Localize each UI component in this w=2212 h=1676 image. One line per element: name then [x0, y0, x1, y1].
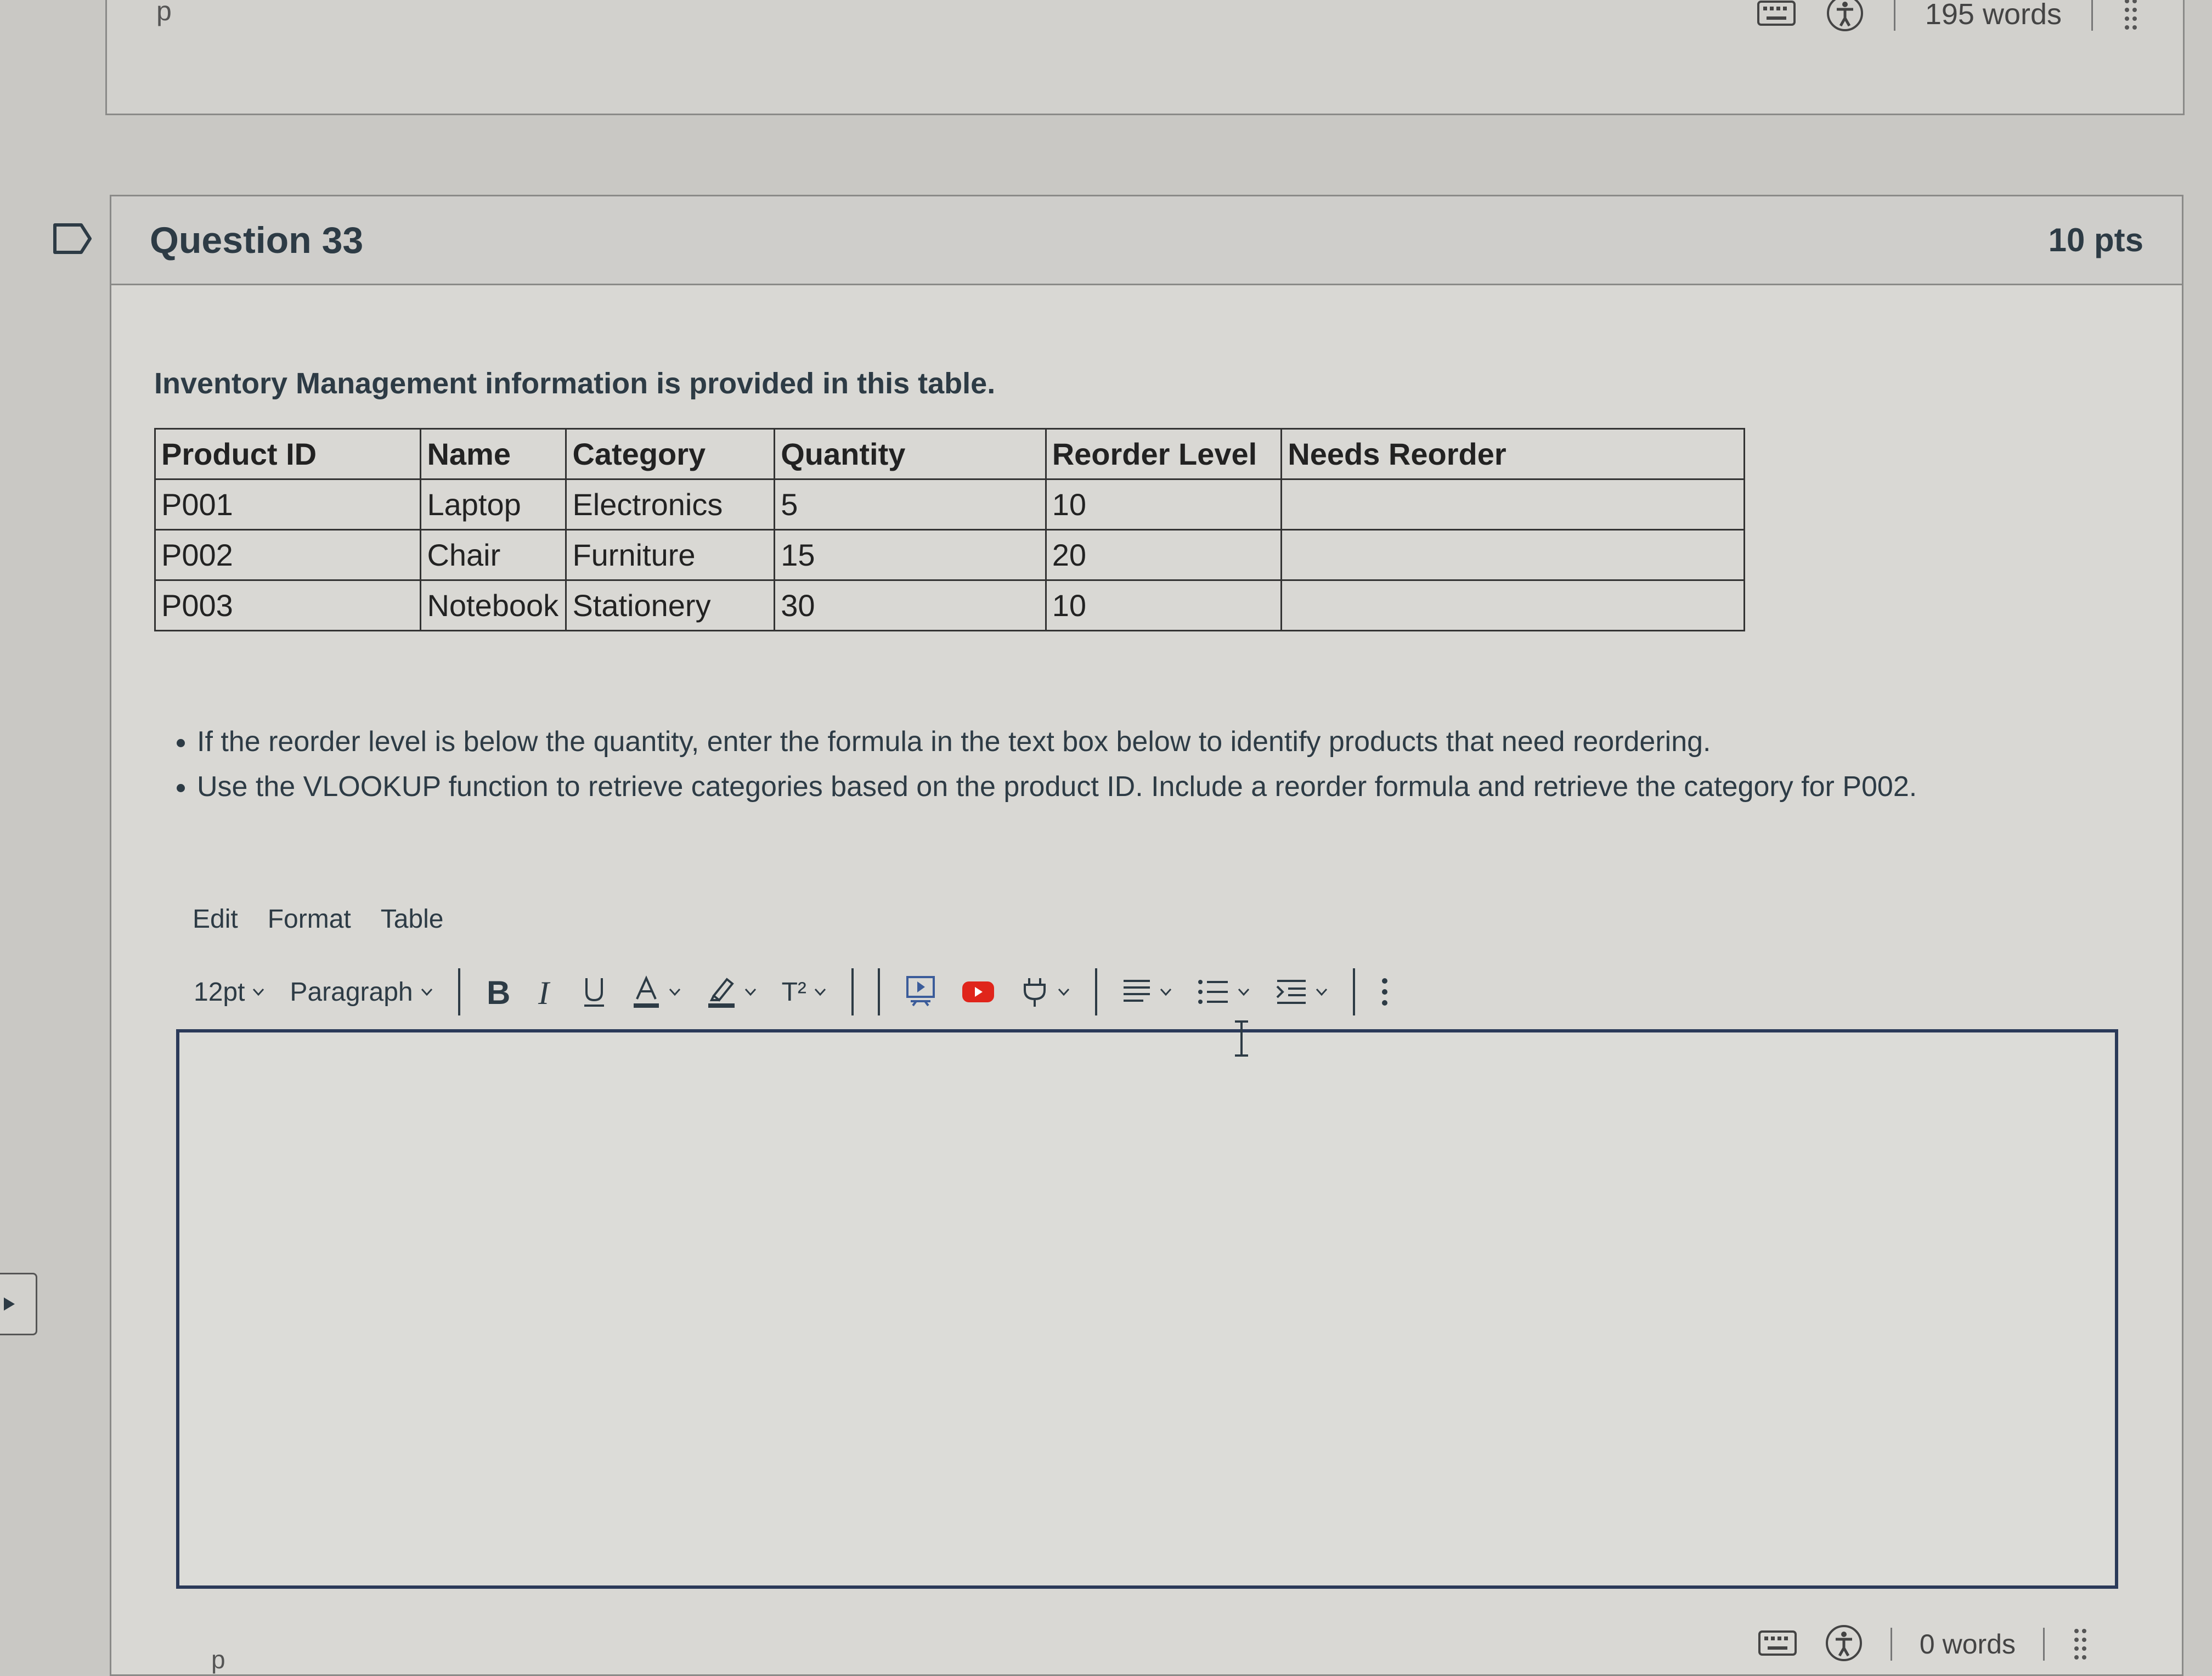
keyboard-icon[interactable]	[1758, 1630, 1797, 1659]
column-header: Name	[421, 429, 566, 479]
table-cell: Electronics	[566, 479, 775, 530]
resize-handle-icon[interactable]	[2123, 0, 2139, 32]
divider	[2091, 0, 2093, 31]
paragraph-marker: p	[211, 1645, 225, 1674]
divider	[1894, 0, 1895, 31]
table-cell: P003	[155, 580, 421, 631]
media-icon	[904, 975, 937, 1009]
column-header: Quantity	[775, 429, 1046, 479]
table-cell	[1282, 479, 1745, 530]
table-cell: 15	[775, 530, 1046, 580]
editor-toolbar	[194, 959, 1867, 1025]
table-row	[155, 530, 1745, 580]
table-cell	[1282, 530, 1745, 580]
word-count: 195 words	[1925, 0, 2062, 31]
table-cell: 30	[775, 580, 1046, 631]
table-cell: Furniture	[566, 530, 775, 580]
toolbar-divider	[1095, 968, 1097, 1015]
accessibility-icon[interactable]	[1825, 1624, 1863, 1665]
bold-icon	[484, 975, 511, 1008]
table-cell: 10	[1046, 580, 1282, 631]
table-row	[155, 580, 1745, 631]
question-card	[110, 195, 2183, 1676]
highlighter-icon	[706, 975, 737, 1009]
bold-button[interactable]	[484, 975, 511, 1008]
accessibility-icon[interactable]	[1826, 0, 1864, 35]
plugin-button[interactable]	[1019, 975, 1071, 1009]
answer-text-area[interactable]	[176, 1029, 2118, 1589]
question-title: Question 33	[150, 219, 364, 261]
list-item: • If the reorder level is below the quantity, enter the formula in the text box below to identify products that need reordering.	[197, 719, 2149, 764]
question-points: 10 pts	[2048, 222, 2143, 258]
instructions-list	[154, 719, 2149, 809]
indent-icon	[1275, 978, 1308, 1006]
bullet-list-icon	[1197, 978, 1230, 1006]
youtube-button[interactable]	[961, 979, 995, 1005]
menu-edit[interactable]: Edit	[193, 905, 238, 934]
table-cell: 10	[1046, 479, 1282, 530]
table-cell: Chair	[421, 530, 566, 580]
underline-icon	[581, 975, 607, 1009]
divider	[2043, 1628, 2045, 1661]
caret-right-icon	[0, 1293, 21, 1315]
highlight-color-button[interactable]	[706, 975, 758, 1009]
question-intro: Inventory Management information is provided in this table.	[154, 367, 996, 400]
flag-question-icon[interactable]	[53, 223, 92, 255]
align-button[interactable]	[1121, 977, 1173, 1007]
chevron-down-icon	[251, 985, 266, 999]
editor-menubar	[193, 904, 443, 934]
column-header: Reorder Level	[1046, 429, 1282, 479]
chevron-down-icon	[420, 985, 434, 999]
toolbar-divider	[878, 968, 880, 1015]
font-size-value: 12pt	[194, 977, 245, 1007]
toolbar-divider	[458, 968, 460, 1015]
column-header: Category	[566, 429, 775, 479]
bullet-list-button[interactable]	[1197, 978, 1251, 1006]
toolbar-divider	[851, 968, 854, 1015]
question-header	[111, 196, 2182, 285]
side-panel-toggle[interactable]	[0, 1273, 37, 1335]
paragraph-marker: p	[156, 0, 172, 26]
youtube-icon	[961, 979, 995, 1005]
italic-icon	[535, 975, 557, 1008]
svg-text:I: I	[538, 975, 549, 1008]
chevron-down-icon	[743, 985, 758, 999]
chevron-down-icon	[1057, 985, 1071, 999]
editor-statusbar	[1757, 0, 2139, 33]
keyboard-icon[interactable]	[1757, 0, 1796, 29]
block-format-value: Paragraph	[290, 977, 413, 1007]
text-cursor-icon	[1231, 1019, 1252, 1066]
superscript-icon: T²	[781, 977, 806, 1007]
table-cell: Notebook	[421, 580, 566, 631]
plug-icon	[1019, 975, 1050, 1009]
media-button[interactable]	[904, 975, 937, 1009]
table-header-row	[155, 429, 1745, 479]
more-options-button[interactable]	[1379, 975, 1390, 1008]
superscript-button[interactable]	[782, 977, 827, 1007]
italic-button[interactable]	[535, 975, 557, 1008]
svg-text:B: B	[486, 975, 510, 1008]
table-cell: 20	[1046, 530, 1282, 580]
menu-table[interactable]: Table	[380, 905, 444, 934]
table-row	[155, 479, 1745, 530]
divider	[1891, 1628, 1892, 1661]
chevron-down-icon	[1237, 985, 1251, 999]
column-header: Product ID	[155, 429, 421, 479]
chevron-down-icon	[1159, 985, 1173, 999]
toolbar-divider	[1353, 968, 1355, 1015]
table-cell: P002	[155, 530, 421, 580]
underline-button[interactable]	[581, 975, 607, 1009]
block-format-select[interactable]	[290, 977, 433, 1007]
chevron-down-icon	[668, 985, 682, 999]
text-color-button[interactable]	[631, 975, 682, 1009]
font-size-select[interactable]	[194, 977, 266, 1007]
text-color-icon	[631, 975, 661, 1009]
editor-statusbar	[1758, 1614, 2089, 1674]
table-cell: P001	[155, 479, 421, 530]
resize-handle-icon[interactable]	[2072, 1627, 2089, 1662]
table-cell: 5	[775, 479, 1046, 530]
word-count: 0 words	[1919, 1629, 2016, 1660]
column-header: Needs Reorder	[1282, 429, 1745, 479]
table-cell	[1282, 580, 1745, 631]
table-cell: Stationery	[566, 580, 775, 631]
indent-button[interactable]	[1275, 978, 1329, 1006]
chevron-down-icon	[813, 985, 827, 999]
more-vertical-icon	[1379, 975, 1390, 1008]
list-item: • Use the VLOOKUP function to retrieve categories based on the product ID. Include a reorder formula and retrieve the category for P002.	[197, 764, 2149, 809]
align-icon	[1121, 977, 1152, 1007]
chevron-down-icon	[1314, 985, 1329, 999]
previous-question-card	[105, 0, 2185, 115]
question-body	[154, 366, 2149, 809]
menu-format[interactable]: Format	[267, 905, 351, 934]
table-cell: Laptop	[421, 479, 566, 530]
inventory-table	[154, 428, 1745, 631]
